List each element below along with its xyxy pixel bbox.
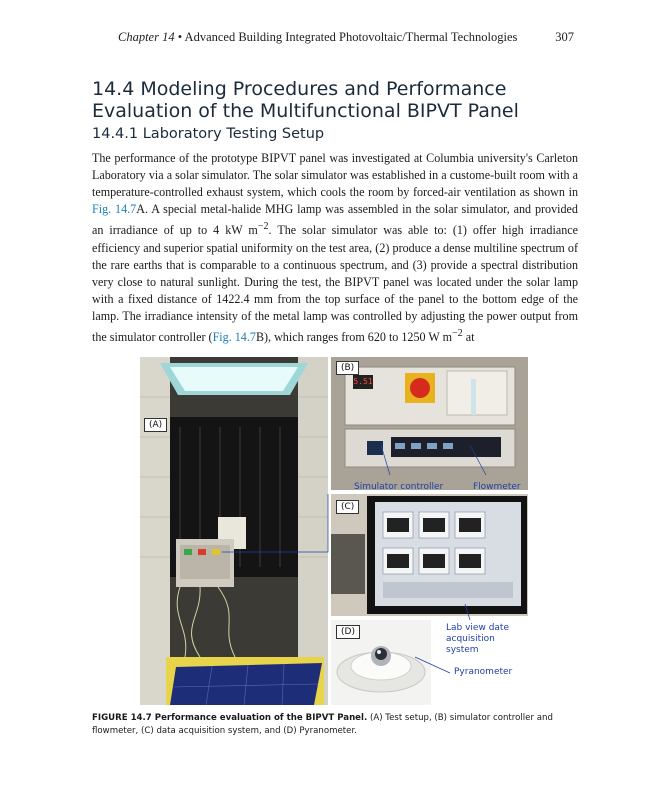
test-setup-photo: [140, 357, 328, 705]
figure-14-7: [140, 357, 528, 705]
body-text-2: A. A special metal-halide MHG lamp was assembled in the solar simulator, and provided an irradiance of up to 4 kW m: [92, 202, 578, 238]
unit-exponent: −2: [257, 221, 269, 233]
panel-label-b: (B): [336, 361, 359, 375]
panel-label-c: (C): [336, 500, 359, 514]
body-text-4: B), which ranges from 620 to 1250 W m: [255, 330, 452, 344]
labview-callout: Lab view date acquisition system: [446, 623, 509, 655]
figure-caption: [92, 712, 578, 738]
panel-label-d: (D): [336, 625, 360, 639]
simulator-controller-photo: [331, 357, 528, 490]
subsection-title: 14.4.1 Laboratory Testing Setup: [92, 126, 325, 142]
body-text-3: . The solar simulator was able to: (1) offer high irradiance efficiency and superior spatial uniformity on the test area, (2) produce a dense multiline spectrum of the rare earths that is comparable to a continuous spectrum, and (3) provide a spectral distribution very close to natural sunlight. During the test, the BIPVT panel was located under the solar lamp with a fixed distance of 1422.4 mm from the top surface of the panel to the bottom edge of the lamp. The irradiance intensity of the metal lamp was controlled by adjusting the power output from the simulator controller (: [92, 223, 578, 344]
unit-exponent: −2: [452, 327, 463, 339]
figure-reference-link[interactable]: Fig. 14.7: [92, 202, 137, 217]
data-acquisition-photo: [331, 494, 528, 616]
body-paragraph: [92, 150, 578, 346]
flowmeter-callout: Flowmeter: [473, 482, 521, 492]
page-number: 307: [555, 30, 574, 44]
caption-text: (A) Test setup, (B) simulator controller and flowmeter, (C) data acquisition system, and (D) Pyranometer.: [92, 713, 553, 736]
chapter-label: Chapter 14: [118, 30, 175, 44]
simulator-controller-callout: Simulator controller: [354, 482, 444, 492]
panel-label-a: (A): [144, 418, 167, 432]
figure-reference-link[interactable]: Fig. 14.7: [212, 330, 256, 344]
chapter-title: Advanced Building Integrated Photovoltaic/Thermal Technologies: [184, 30, 518, 44]
section-title: 14.4 Modeling Procedures and Performance Evaluation of the Multifunctional BIPVT Panel: [92, 78, 519, 122]
caption-label: FIGURE 14.7 Performance evaluation of the BIPVT Panel.: [92, 713, 368, 723]
body-text-5: at: [462, 330, 475, 344]
running-header-chapter: [118, 30, 517, 45]
monitor-illustration: [331, 494, 528, 616]
test-setup-illustration: [140, 357, 328, 705]
running-header: [118, 30, 574, 48]
pyranometer-callout: Pyranometer: [454, 667, 513, 677]
chapter-separator: •: [174, 30, 185, 44]
body-text-1: The performance of the prototype BIPVT panel was investigated at Columbia university's Carleton Laboratory via a solar simulator. The solar simulator was established in a custome-built room with a temperature-controlled exhaust system, which cools the room by forced-air ventilation as shown in: [92, 151, 578, 200]
controller-readout: 5.51: [353, 377, 373, 386]
